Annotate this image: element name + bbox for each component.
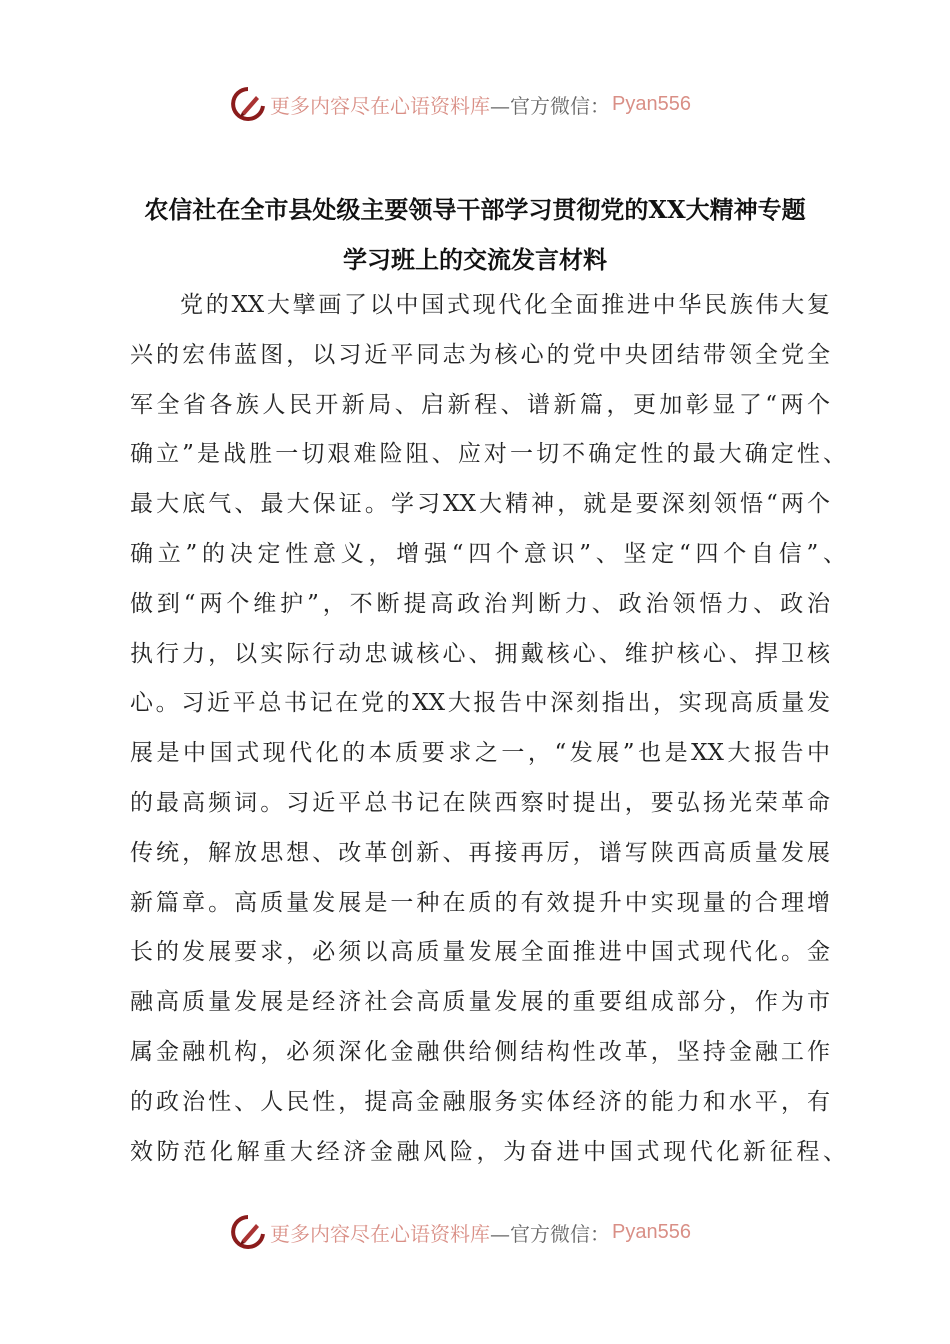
body-line: 执行力，以实际行动忠诚核心、拥戴核心、维护核心、捍卫核 bbox=[130, 640, 830, 667]
body-line: 属金融机构，必须深化金融供给侧结构性改革，坚持金融工作 bbox=[130, 1039, 830, 1065]
doc-title-line-1: 农信社在全市县处级主要领导干部学习贯彻党的XX大精神专题 bbox=[144, 195, 806, 224]
body-line: 确立”的决定性意义，增强“四个意识”、坚定“四个自信”、 bbox=[130, 541, 846, 567]
header-watermark: 更多内容尽在心语资料库 —官方微信： Pyan556 bbox=[230, 84, 730, 124]
body-line: 军全省各族人民开新局、启新程、谱新篇，更加彰显了“两个 bbox=[130, 391, 830, 418]
body-line: 融高质量发展是经济社会高质量发展的重要组成部分，作为市 bbox=[130, 989, 830, 1016]
body-line: 展是中国式现代化的本质要求之一，“发展”也是XX大报告中 bbox=[130, 740, 830, 767]
doc-title-line-2: 学习班上的交流发言材料 bbox=[343, 245, 607, 274]
body-line: 心。习近平总书记在党的XX大报告中深刻指出，实现高质量发 bbox=[130, 690, 830, 717]
body-line: 兴的宏伟蓝图，以习近平同志为核心的党中央团结带领全党全 bbox=[130, 341, 830, 368]
pen-logo-icon bbox=[230, 86, 266, 122]
footer-watermark: 更多内容尽在心语资料库 —官方微信： Pyan556 bbox=[230, 1212, 730, 1252]
pen-logo-icon bbox=[230, 1214, 266, 1250]
body-line: 新篇章。高质量发展是一种在质的有效提升中实现量的合理增 bbox=[130, 889, 830, 916]
body-line: 效防范化解重大经济金融风险，为奋进中国式现代化新征程、 bbox=[130, 1138, 846, 1165]
body-line: 党的XX大擘画了以中国式现代化全面推进中华民族伟大复 bbox=[180, 292, 830, 318]
body-line: 传统，解放思想、改革创新、再接再厉，谱写陕西高质量发展 bbox=[130, 839, 830, 866]
body-line: 确立”是战胜一切艰难险阻、应对一切不确定性的最大确定性、 bbox=[130, 441, 846, 468]
body-line: 最大底气、最大保证。学习XX大精神，就是要深刻领悟“两个 bbox=[130, 491, 830, 518]
body-line: 长的发展要求，必须以高质量发展全面推进中国式现代化。金 bbox=[130, 939, 830, 966]
body-line: 的政治性、人民性，提高金融服务实体经济的能力和水平，有 bbox=[130, 1088, 830, 1115]
body-line: 做到“两个维护”，不断提高政治判断力、政治领悟力、政治 bbox=[130, 590, 830, 617]
body-line: 的最高频词。习近平总书记在陕西察时提出，要弘扬光荣革命 bbox=[130, 790, 830, 816]
